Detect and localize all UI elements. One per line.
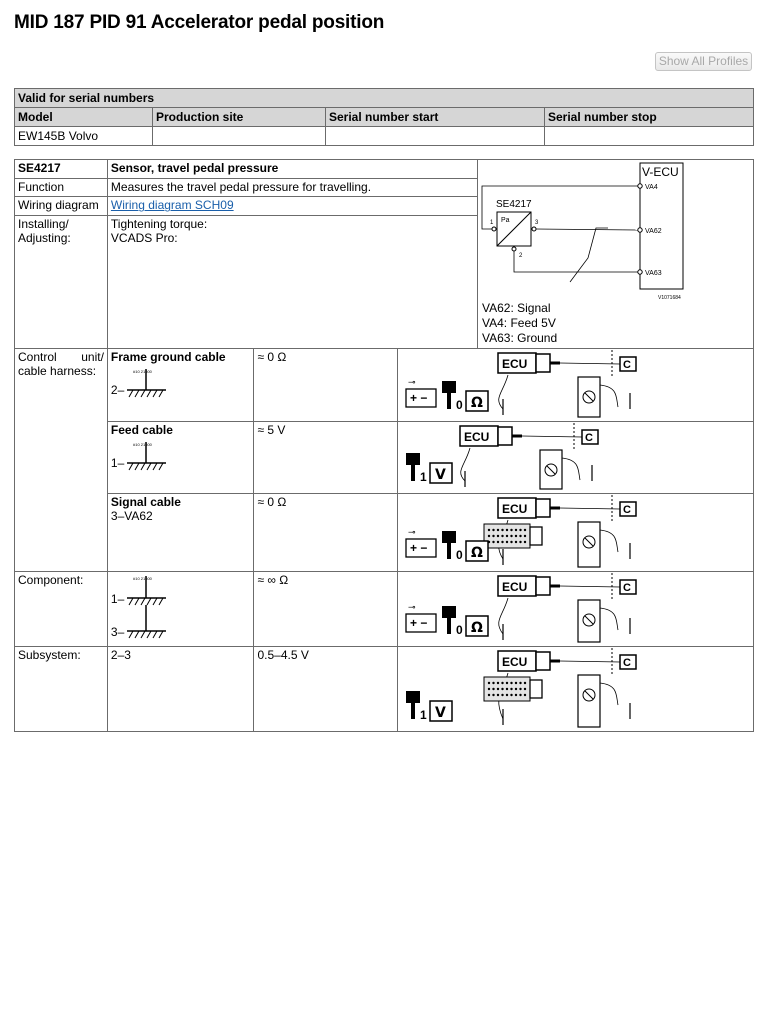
meter-symbol: Ω	[470, 620, 483, 636]
key-icon	[406, 453, 420, 465]
breakout-pin	[501, 529, 503, 531]
subsystem-label: Subsystem:	[15, 647, 108, 732]
cable-line	[560, 363, 620, 364]
breakout-pin	[519, 682, 521, 684]
component-label: Component:	[15, 572, 108, 647]
breakout-pin	[524, 541, 526, 543]
cable-line	[560, 661, 620, 662]
tightening-torque-text: Tightening torque:	[110, 216, 208, 231]
breakout-pin	[524, 529, 526, 531]
column-serial-start: Serial number start	[326, 108, 545, 127]
breakout-pin	[524, 688, 526, 690]
production-site-cell	[153, 127, 326, 146]
c-connector-label: C	[622, 504, 631, 516]
key-position-label: 0	[455, 398, 463, 412]
feed-cable-label: Feed cable	[110, 423, 173, 437]
key-blade-icon	[447, 393, 451, 409]
breakout-pin	[510, 541, 512, 543]
breakout-pin	[492, 682, 494, 684]
svg-text:3: 3	[534, 220, 539, 226]
battery-label: + −	[409, 391, 428, 405]
key-position-label: 0	[455, 548, 463, 562]
key-icon	[406, 691, 420, 703]
feed-ground-symbol	[111, 439, 251, 471]
battery-label: + −	[409, 616, 428, 630]
component-ground-symbols	[111, 573, 251, 641]
serial-numbers-table	[14, 88, 754, 146]
breakout-pin	[510, 694, 512, 696]
breakout-pin	[515, 688, 517, 690]
breakout-pin	[510, 535, 512, 537]
breakout-pin	[497, 535, 499, 537]
key-blade-icon	[411, 465, 415, 481]
signal-cable-value: ≈ 0 Ω	[254, 494, 398, 572]
ignition-icon: ⊸	[407, 378, 416, 388]
breakout-pin	[501, 688, 503, 690]
function-label: Function	[15, 179, 108, 197]
breakout-pin	[497, 541, 499, 543]
breakout-pin	[501, 535, 503, 537]
breakout-pin	[492, 541, 494, 543]
legend-feed: VA4: Feed 5V	[481, 316, 556, 330]
serial-stop-cell	[545, 127, 754, 146]
breakout-pin	[492, 535, 494, 537]
meter-symbol: V	[434, 705, 446, 721]
connector-icon	[536, 652, 550, 670]
wiring-diagram-label: Wiring diagram	[15, 197, 108, 215]
cable-line	[560, 586, 620, 587]
c-connector-label: C	[584, 432, 593, 444]
breakout-pin	[497, 682, 499, 684]
breakout-pin	[510, 529, 512, 531]
breakout-plug-icon	[530, 527, 542, 545]
breakout-plug-icon	[530, 680, 542, 698]
feed-cable-value: ≈ 5 V	[254, 422, 398, 494]
column-serial-stop: Serial number stop	[545, 108, 754, 127]
connector-icon	[536, 354, 550, 372]
connector-icon	[536, 499, 550, 517]
svg-text:1: 1	[489, 220, 494, 226]
breakout-pin	[510, 682, 512, 684]
measure-figure-feed	[397, 422, 753, 494]
show-all-profiles-button[interactable]: Show All Profiles	[655, 52, 752, 71]
c-connector-label: C	[622, 359, 631, 371]
breakout-pin	[488, 688, 490, 690]
breakout-pin	[519, 694, 521, 696]
breakout-pin	[501, 541, 503, 543]
serial-start-cell	[326, 127, 545, 146]
connector-icon	[536, 577, 550, 595]
breakout-pin	[492, 694, 494, 696]
subsystem-value: 0.5–4.5 V	[254, 647, 398, 732]
installing-label: Installing/ Adjusting:	[15, 215, 108, 348]
key-blade-icon	[411, 703, 415, 719]
breakout-pin	[506, 535, 508, 537]
svg-text:#10 21600: #10 21600	[132, 576, 152, 581]
breakout-pin	[510, 688, 512, 690]
subsystem-pins: 2–3	[107, 647, 254, 732]
c-connector-label: C	[622, 582, 631, 594]
breakout-pin	[515, 535, 517, 537]
signal-cable-pins: 3–VA62	[110, 509, 153, 523]
breakout-pin	[515, 529, 517, 531]
breakout-pin	[488, 682, 490, 684]
probe-lead	[562, 458, 580, 480]
breakout-pin	[497, 694, 499, 696]
key-position-label: 1	[419, 708, 427, 722]
battery-label: + −	[409, 541, 428, 555]
breakout-pin	[506, 688, 508, 690]
breakout-pin	[506, 529, 508, 531]
ignition-icon: ⊸	[407, 528, 416, 538]
sensor-name: Sensor, travel pedal pressure	[107, 160, 477, 179]
meter-symbol: V	[434, 467, 446, 483]
sensor-id: SE4217	[15, 160, 108, 179]
frame-ground-pin: 2–	[110, 383, 125, 397]
signal-cable-label: Signal cable	[110, 495, 181, 509]
breakout-pin	[492, 529, 494, 531]
figure-reference: V1071684	[657, 295, 681, 301]
key-blade-icon	[447, 618, 451, 634]
component-value: ≈ ∞ Ω	[254, 572, 398, 647]
probe-lead	[600, 608, 618, 630]
meter-symbol: Ω	[470, 545, 483, 561]
breakout-pin	[497, 688, 499, 690]
key-position-label: 0	[455, 623, 463, 637]
breakout-pin	[524, 682, 526, 684]
component-pin-1: 1–	[110, 592, 125, 606]
breakout-pin	[524, 694, 526, 696]
vcads-pro-text: VCADS Pro:	[110, 230, 178, 245]
ecu-label: ECU	[501, 357, 528, 371]
breakout-pin	[488, 694, 490, 696]
breakout-pin	[506, 541, 508, 543]
column-production-site: Production site	[153, 108, 326, 127]
breakout-pin	[524, 535, 526, 537]
breakout-pin	[515, 541, 517, 543]
svg-text:2: 2	[518, 253, 523, 259]
frame-ground-value: ≈ 0 Ω	[254, 349, 398, 422]
page-title: MID 187 PID 91 Accelerator pedal position	[14, 12, 385, 33]
va4-pin-label: VA4	[644, 184, 658, 191]
probe-lead	[600, 530, 618, 552]
legend-ground: VA63: Ground	[481, 331, 558, 345]
breakout-pin	[506, 694, 508, 696]
ecu-label: ECU	[463, 430, 490, 444]
frame-ground-symbol	[111, 366, 251, 398]
cable-line	[522, 436, 582, 437]
cable-line	[560, 508, 620, 509]
meter-symbol: Ω	[470, 395, 483, 411]
breakout-pin	[506, 682, 508, 684]
breakout-pin	[497, 529, 499, 531]
breakout-pin	[519, 541, 521, 543]
ground-small-text: #10 21600	[132, 369, 152, 374]
key-icon	[442, 531, 456, 543]
component-pin-3: 3–	[110, 625, 125, 639]
va62-pin-label: VA62	[644, 228, 662, 235]
frame-ground-label: Frame ground cable	[110, 350, 226, 364]
ecu-label: ECU	[501, 580, 528, 594]
svg-text:#10 21600: #10 21600	[132, 442, 152, 447]
control-unit-label: Control unit/ cable harness:	[15, 349, 108, 572]
key-icon	[442, 606, 456, 618]
feed-cable-pin: 1–	[110, 456, 125, 470]
breakout-pin	[519, 688, 521, 690]
column-model: Model	[15, 108, 153, 127]
wiring-diagram-figure	[477, 160, 753, 349]
breakout-pin	[488, 529, 490, 531]
v-ecu-label: V-ECU	[641, 165, 679, 179]
model-cell: EW145B Volvo	[15, 127, 153, 146]
va63-pin-label: VA63	[644, 270, 662, 277]
breakout-pin	[519, 529, 521, 531]
ecu-label: ECU	[501, 655, 528, 669]
pa-label: Pa	[500, 217, 510, 224]
probe-lead	[600, 385, 618, 407]
key-icon	[442, 381, 456, 393]
wiring-diagram-link[interactable]: Wiring diagram SCH09	[110, 198, 234, 213]
breakout-pin	[488, 535, 490, 537]
probe-lead	[600, 683, 618, 705]
legend-signal: VA62: Signal	[481, 301, 551, 315]
key-blade-icon	[447, 543, 451, 559]
measure-figure-subsystem	[397, 647, 753, 732]
breakout-pin	[501, 694, 503, 696]
breakout-pin	[515, 694, 517, 696]
breakout-pin	[515, 682, 517, 684]
c-connector-label: C	[622, 657, 631, 669]
ecu-label: ECU	[501, 502, 528, 516]
function-text: Measures the travel pedal pressure for travelling.	[107, 179, 477, 197]
wiring-diagram-svg	[478, 160, 752, 348]
sensor-label: SE4217	[495, 199, 532, 210]
component-table	[14, 159, 754, 732]
ignition-icon: ⊸	[407, 603, 416, 613]
breakout-pin	[501, 682, 503, 684]
breakout-pin	[492, 688, 494, 690]
connector-icon	[498, 427, 512, 445]
measure-figure-component	[397, 572, 753, 647]
breakout-pin	[519, 535, 521, 537]
measure-figure-frame	[397, 349, 753, 422]
key-position-label: 1	[419, 470, 427, 484]
measure-figure-signal	[397, 494, 753, 572]
serial-caption: Valid for serial numbers	[15, 89, 754, 108]
